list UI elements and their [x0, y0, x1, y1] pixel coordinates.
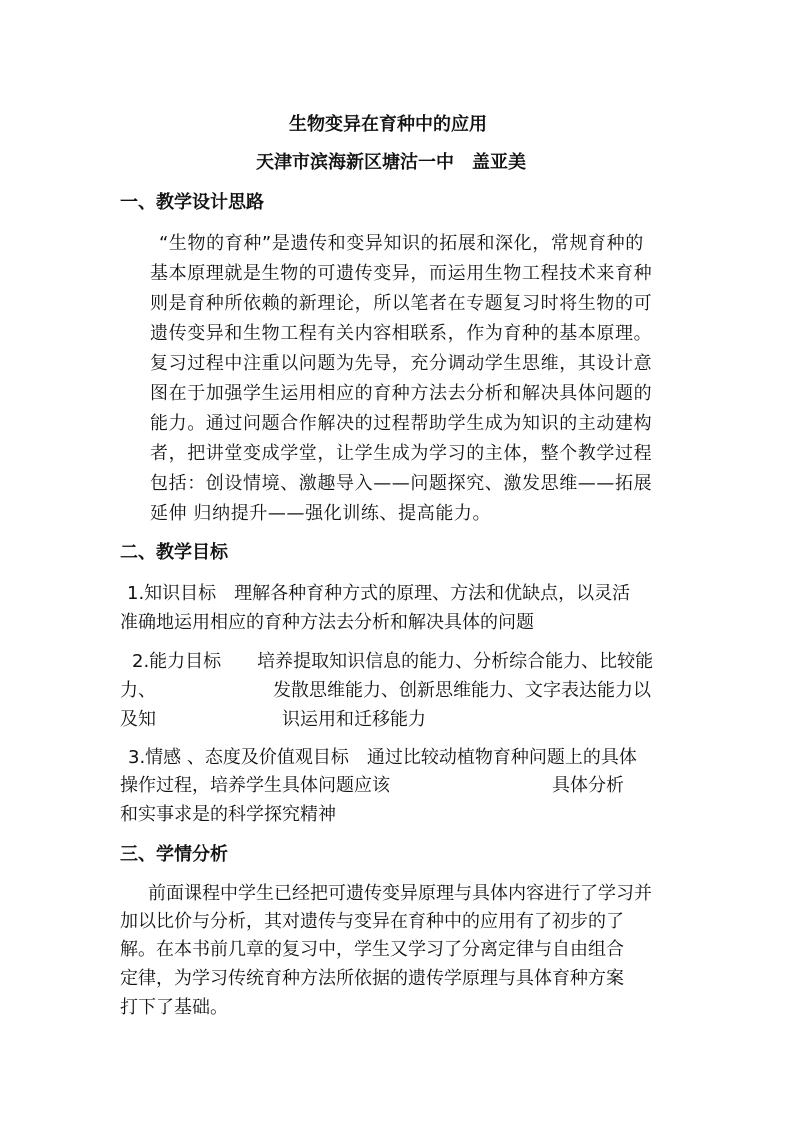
paragraph-line: 复习过程中注重以问题为先导，充分调动学生思维，其设计意 — [150, 353, 653, 374]
paragraph-line: 能力。通过问题合作解决的过程帮助学生成为知识的主动建构 — [150, 413, 653, 434]
paragraph-line: 者，把讲堂变成学堂，让学生成为学习的主体，整个教学过程 — [150, 443, 653, 464]
paragraph-line: 定律，为学习传统育种方法所依据的遗传学原理与具体育种方案 — [120, 968, 624, 989]
section-heading: 二、教学目标 — [120, 542, 228, 563]
paragraph-line: 前面课程中学生已经把可遗传变异原理与具体内容进行了学习并 — [148, 883, 652, 904]
paragraph-line: 及知 识运用和迁移能力 — [120, 709, 426, 730]
paragraph-line: 1.知识目标 理解各种育种方式的原理、方法和优缺点，以灵活 — [127, 583, 631, 604]
section-heading: 一、教学设计思路 — [120, 192, 264, 213]
paragraph-line: 力、 发散思维能力、创新思维能力、文字表达能力以 — [120, 680, 651, 701]
document-title: 生物变异在育种中的应用 — [289, 114, 487, 135]
paragraph-line: 打下了基础。 — [120, 997, 228, 1018]
paragraph-line: 则是育种所依赖的新理论，所以笔者在专题复习时将生物的可 — [150, 293, 653, 314]
section-heading: 三、学情分析 — [120, 844, 228, 865]
paragraph-line: 和实事求是的科学探究精神 — [120, 804, 336, 825]
document-author: 天津市滨海新区塘沽一中 盖亚美 — [256, 152, 526, 173]
paragraph-line: 图在于加强学生运用相应的育种方法去分析和解决具体问题的 — [150, 383, 653, 404]
paragraph-line: 3.情感 、态度及价值观目标 通过比较动植物育种问题上的具体 — [128, 747, 637, 768]
paragraph-line: 2.能力目标 培养提取知识信息的能力、分析综合能力、比较能 — [132, 651, 654, 672]
paragraph-line: 基本原理就是生物的可遗传变异，而运用生物工程技术来育种 — [150, 263, 653, 284]
paragraph-line: 加以比价与分析，其对遗传与变异在育种中的应用有了初步的了 — [120, 911, 624, 932]
paragraph-line: 遗传变异和生物工程有关内容相联系，作为育种的基本原理。 — [150, 323, 653, 344]
paragraph-line: 包括：创设情境、激趣导入——问题探究、激发思维——拓展 — [150, 473, 653, 494]
paragraph-line: “生物的育种”是遗传和变异知识的拓展和深化，常规育种的 — [159, 233, 644, 254]
paragraph-line: 解。在本书前几章的复习中，学生又学习了分离定律与自由组合 — [120, 939, 624, 960]
paragraph-line: 延伸 归纳提升——强化训练、提高能力。 — [150, 503, 492, 524]
paragraph-line: 准确地运用相应的育种方法去分析和解决具体的问题 — [120, 612, 534, 633]
paragraph-line: 操作过程，培养学生具体问题应该 具体分析 — [120, 775, 624, 796]
